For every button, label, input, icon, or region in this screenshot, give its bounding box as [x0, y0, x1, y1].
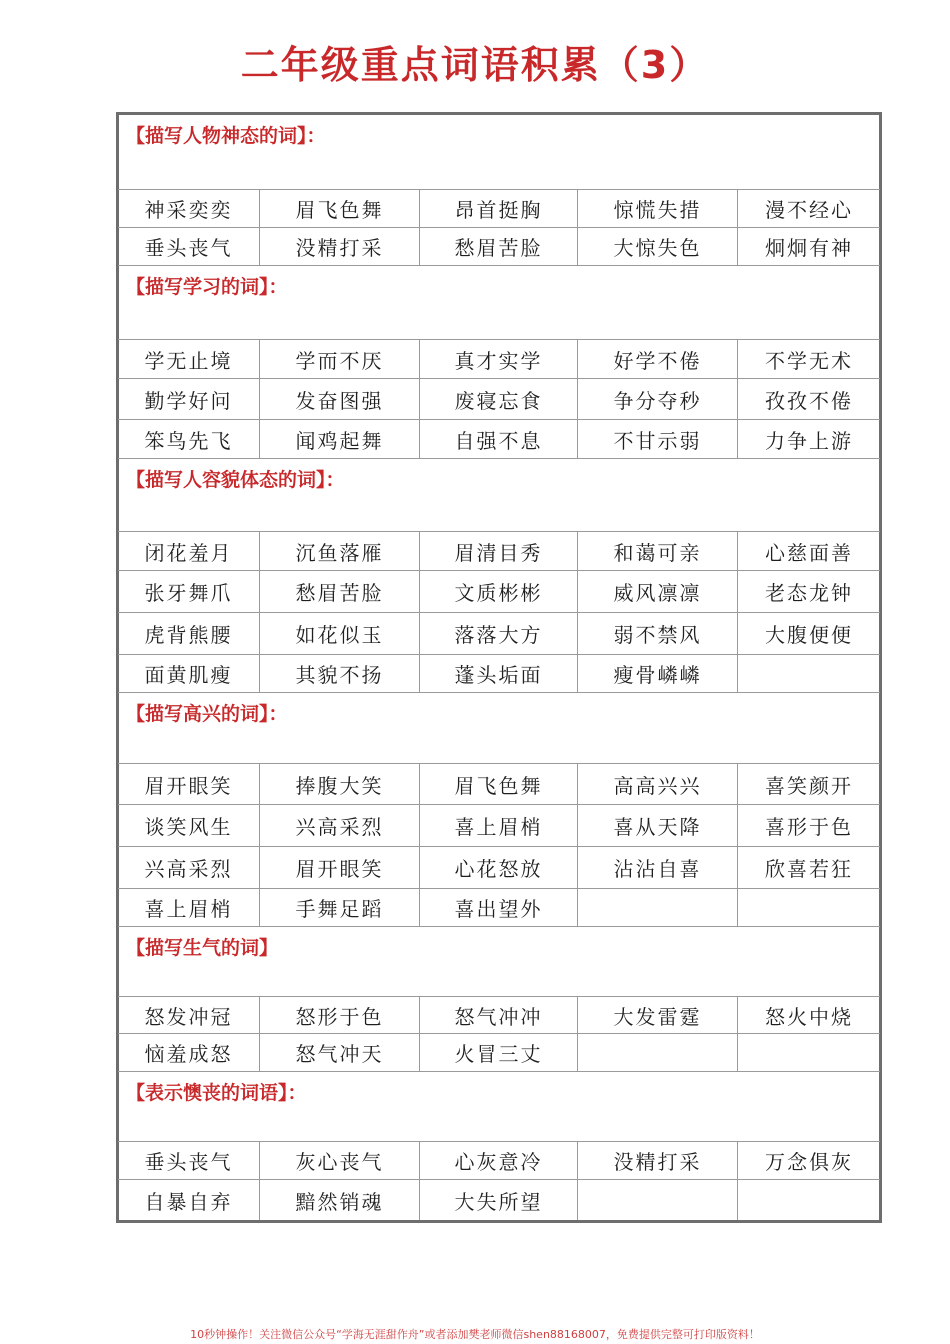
word-cell: 沉鱼落雁 [260, 532, 420, 570]
word-cell: 怒形于色 [260, 997, 420, 1033]
word-cell: 昂首挺胸 [420, 190, 578, 227]
word-cell: 喜出望外 [420, 889, 578, 926]
word-cell: 心慈面善 [765, 540, 853, 565]
word-cell: 高高兴兴 [578, 764, 738, 804]
word-cell: 喜形于色 [765, 815, 853, 839]
word-cell: 愁眉苦脸 [420, 228, 578, 265]
word-cell: 不学无术 [765, 348, 853, 373]
word-cell: 如花似玉 [260, 613, 420, 654]
word-cell: 大惊失色 [578, 228, 738, 265]
word-cell: 欣喜若狂 [765, 857, 853, 881]
word-cell: 兴高采烈 [118, 847, 260, 888]
section-header [118, 693, 880, 764]
word-cell: 笨鸟先飞 [118, 420, 260, 458]
table-row [118, 340, 880, 379]
word-cell: 沾沾自喜 [578, 847, 738, 888]
word-cell: 心花怒放 [420, 847, 578, 888]
word-cell: 灰心丧气 [260, 1142, 420, 1179]
word-cell: 学无止境 [118, 340, 260, 378]
word-cell: 大失所望 [420, 1180, 578, 1220]
table-row [118, 1180, 880, 1220]
section-header [118, 266, 880, 340]
word-cell [738, 655, 880, 692]
word-cell: 勤学好问 [118, 379, 260, 419]
word-cell: 老态龙钟 [765, 581, 853, 605]
table-row [118, 228, 880, 266]
word-cell: 自强不息 [420, 420, 578, 458]
word-cell: 弱不禁风 [578, 613, 738, 654]
section-header [118, 459, 880, 532]
word-cell: 手舞足蹈 [260, 889, 420, 926]
section-study [118, 266, 880, 459]
word-cell: 恼羞成怒 [118, 1034, 260, 1071]
word-cell: 文质彬彬 [420, 571, 578, 612]
word-cell: 火冒三丈 [420, 1034, 578, 1071]
word-cell: 喜上眉梢 [420, 805, 578, 846]
word-cell: 眉清目秀 [420, 532, 578, 570]
word-cell [738, 889, 880, 926]
word-cell: 惊慌失措 [578, 190, 738, 227]
section-happy [118, 693, 880, 927]
word-cell: 学而不厌 [260, 340, 420, 378]
word-cell: 喜从天降 [578, 805, 738, 846]
table-row [118, 532, 880, 571]
word-cell: 喜笑颜开 [765, 773, 853, 798]
table-row [118, 613, 880, 655]
word-cell: 瘦骨嶙嶙 [578, 655, 738, 692]
word-cell: 蓬头垢面 [420, 655, 578, 692]
word-cell: 垂头丧气 [118, 1142, 260, 1179]
word-cell [578, 889, 738, 926]
word-cell: 怒气冲天 [260, 1034, 420, 1071]
word-cell: 废寝忘食 [420, 379, 578, 419]
section-dejected [118, 1072, 880, 1220]
word-cell: 万念俱灰 [765, 1150, 853, 1174]
table-row [118, 805, 880, 847]
word-cell: 喜上眉梢 [118, 889, 260, 926]
section-appearance [118, 459, 880, 693]
word-cell: 面黄肌瘦 [118, 655, 260, 692]
word-cell: 闭花羞月 [118, 532, 260, 570]
word-cell [578, 1034, 738, 1071]
word-cell: 闻鸡起舞 [260, 420, 420, 458]
section-label: 【描写人物神态的词】： [126, 125, 326, 147]
table-row [118, 847, 880, 889]
section-angry [118, 927, 880, 1072]
word-cell: 神采奕奕 [118, 190, 260, 227]
section-label: 【描写生气的词】 [126, 937, 279, 959]
word-cell: 怒火中烧 [765, 1004, 853, 1029]
word-cell: 张牙舞爪 [118, 571, 260, 612]
word-cell: 谈笑风生 [118, 805, 260, 846]
word-cell: 眉飞色舞 [260, 190, 420, 227]
section-label: 【描写学习的词】： [126, 276, 288, 298]
word-cell: 争分夺秒 [578, 379, 738, 419]
word-cell: 愁眉苦脸 [260, 571, 420, 612]
word-cell: 眉开眼笑 [118, 764, 260, 804]
word-cell: 发奋图强 [260, 379, 420, 419]
table-row [118, 379, 880, 420]
word-cell: 虎背熊腰 [118, 613, 260, 654]
section-label: 【描写高兴的词】： [126, 703, 288, 725]
word-cell [738, 1180, 880, 1220]
word-cell: 没精打采 [578, 1142, 738, 1179]
section-header [118, 1072, 880, 1142]
word-cell: 自暴自弃 [118, 1180, 260, 1220]
word-cell: 威风凛凛 [578, 571, 738, 612]
word-cell: 黯然销魂 [260, 1180, 420, 1220]
word-cell: 炯炯有神 [765, 236, 853, 260]
table-row [118, 764, 880, 805]
table-row [118, 420, 880, 459]
word-cell: 兴高采烈 [260, 805, 420, 846]
page-title: 二年级重点词语积累（3） [240, 43, 710, 87]
word-cell: 怒气冲冲 [420, 997, 578, 1033]
word-cell: 大腹便便 [765, 623, 853, 647]
word-cell: 孜孜不倦 [765, 388, 853, 413]
word-cell: 捧腹大笑 [260, 764, 420, 804]
word-cell [578, 1180, 738, 1220]
section-header [118, 927, 880, 997]
word-cell: 其貌不扬 [260, 655, 420, 692]
table-row [118, 1034, 880, 1072]
table-row [118, 571, 880, 613]
word-cell: 没精打采 [260, 228, 420, 265]
section-label: 【描写人容貌体态的词】： [126, 469, 345, 491]
table-row [118, 889, 880, 927]
word-cell: 垂头丧气 [118, 228, 260, 265]
section-label: 【表示懊丧的词语】： [126, 1082, 307, 1104]
word-cell: 怒发冲冠 [118, 997, 260, 1033]
section-header [118, 115, 880, 190]
word-cell: 眉飞色舞 [420, 764, 578, 804]
table-row [118, 1142, 880, 1180]
word-cell: 眉开眼笑 [260, 847, 420, 888]
table-row [118, 997, 880, 1034]
word-cell: 漫不经心 [765, 198, 853, 222]
word-cell: 和蔼可亲 [578, 532, 738, 570]
word-cell: 心灰意冷 [420, 1142, 578, 1179]
word-cell: 好学不倦 [578, 340, 738, 378]
word-cell: 不甘示弱 [578, 420, 738, 458]
table-row [118, 190, 880, 228]
section-expression [118, 115, 880, 266]
footer-note: 10秒钟操作！关注微信公众号“学海无涯甜作舟”或者添加樊老师微信shen88168007，免费提供完整可打印版资料！ [190, 1328, 760, 1341]
word-cell: 大发雷霆 [578, 997, 738, 1033]
word-cell: 真才实学 [420, 340, 578, 378]
word-cell: 力争上游 [765, 428, 853, 453]
word-cell: 落落大方 [420, 613, 578, 654]
table-row [118, 655, 880, 693]
word-cell [738, 1034, 880, 1071]
